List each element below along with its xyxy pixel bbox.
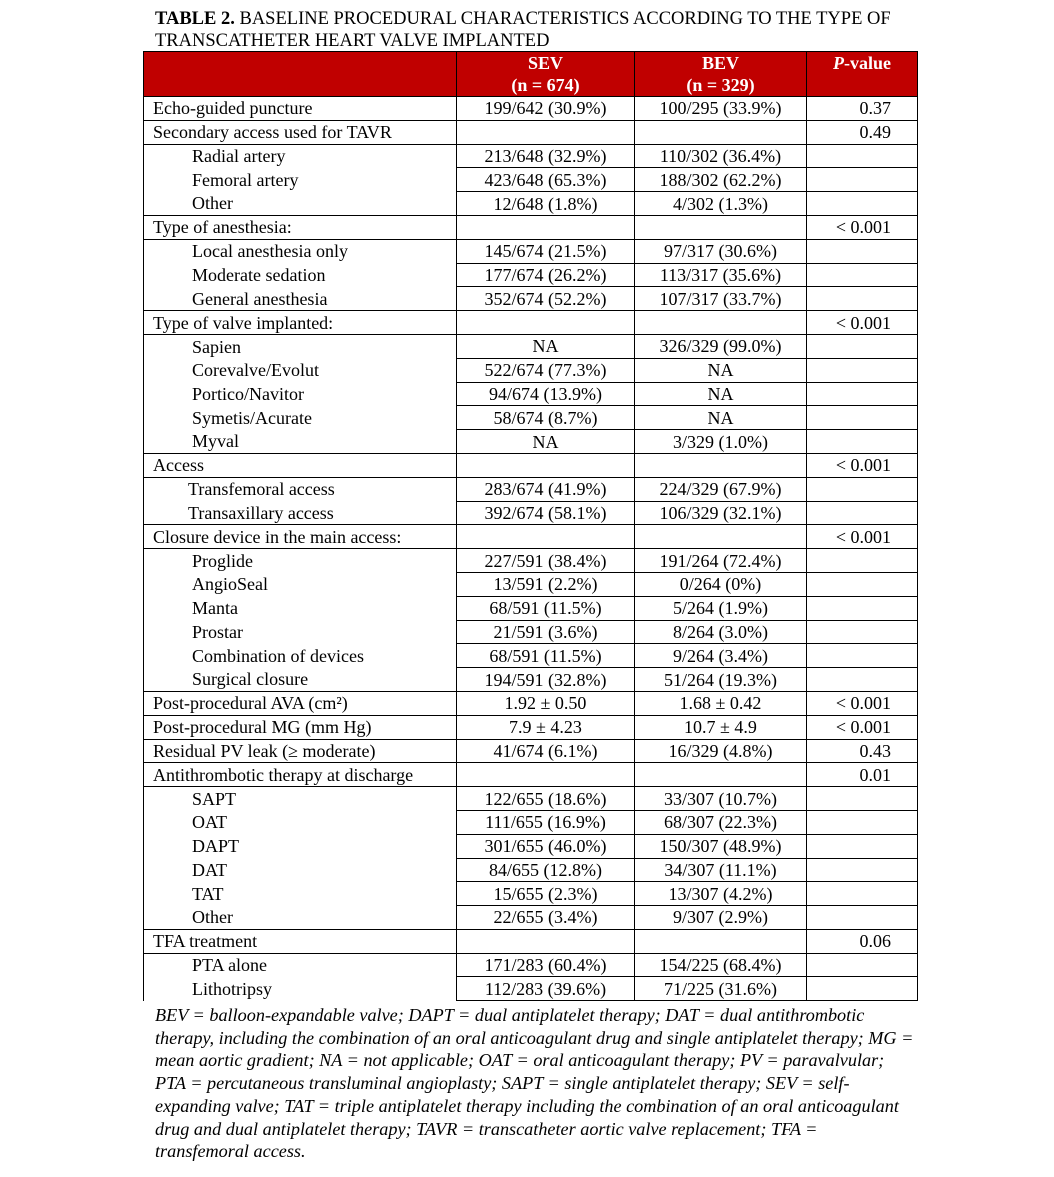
header-sev (457, 52, 635, 97)
bev-value: 0/264 (0%) (635, 572, 807, 596)
row-label: TAT (144, 882, 457, 906)
p-value (807, 977, 918, 1001)
row-label: Lithotripsy (144, 977, 457, 1001)
bev-value: 9/307 (2.9%) (635, 906, 807, 930)
bev-value (635, 525, 807, 549)
table-caption (155, 8, 915, 52)
bev-value: 154/225 (68.4%) (635, 953, 807, 977)
row-label: Closure device in the main access: (144, 525, 457, 549)
p-value (807, 477, 918, 501)
row-label: Corevalve/Evolut (144, 358, 457, 382)
p-value (807, 406, 918, 430)
p-value (807, 620, 918, 644)
table-row (144, 691, 918, 715)
sev-value: 112/283 (39.6%) (457, 977, 635, 1001)
bev-value (635, 763, 807, 787)
row-label: Echo-guided puncture (144, 97, 457, 121)
table-row (144, 263, 918, 287)
table-row (144, 858, 918, 882)
bev-value: 150/307 (48.9%) (635, 834, 807, 858)
p-value (807, 572, 918, 596)
p-value (807, 382, 918, 406)
header-sev-n: (n = 674) (511, 75, 580, 95)
sev-value: 22/655 (3.4%) (457, 906, 635, 930)
table-row (144, 929, 918, 953)
table-row (144, 144, 918, 168)
table-body (144, 97, 918, 1001)
bev-value: 16/329 (4.8%) (635, 739, 807, 763)
p-value (807, 882, 918, 906)
p-value (807, 644, 918, 668)
row-label: Symetis/Acurate (144, 406, 457, 430)
p-value: < 0.001 (807, 311, 918, 335)
p-value: 0.06 (807, 929, 918, 953)
table-row (144, 739, 918, 763)
sev-value: 111/655 (16.9%) (457, 810, 635, 834)
table-row (144, 834, 918, 858)
p-value: < 0.001 (807, 715, 918, 739)
p-value (807, 953, 918, 977)
bev-value: 13/307 (4.2%) (635, 882, 807, 906)
p-value: < 0.001 (807, 215, 918, 239)
sev-value: 15/655 (2.3%) (457, 882, 635, 906)
caption-text: BASELINE PROCEDURAL CHARACTERISTICS ACCORDING TO THE TYPE OF TRANSCATHETER HEART VALVE IMPLANTED (155, 9, 891, 51)
bev-value: 8/264 (3.0%) (635, 620, 807, 644)
row-label: Proglide (144, 549, 457, 573)
p-value (807, 596, 918, 620)
table-row (144, 453, 918, 477)
table-row (144, 549, 918, 573)
sev-value: 145/674 (21.5%) (457, 239, 635, 263)
bev-value: 106/329 (32.1%) (635, 501, 807, 525)
sev-value (457, 215, 635, 239)
row-label: Other (144, 192, 457, 216)
table-row (144, 572, 918, 596)
p-value (807, 263, 918, 287)
header-sev-name: SEV (527, 53, 563, 73)
p-value (807, 144, 918, 168)
p-value: 0.37 (807, 97, 918, 121)
table-row (144, 882, 918, 906)
table-row (144, 406, 918, 430)
header-characteristic (144, 52, 457, 97)
row-label: DAPT (144, 834, 457, 858)
bev-value: 110/302 (36.4%) (635, 144, 807, 168)
bev-value (635, 120, 807, 144)
table-row (144, 787, 918, 811)
sev-value: 171/283 (60.4%) (457, 953, 635, 977)
sev-value: 21/591 (3.6%) (457, 620, 635, 644)
p-value (807, 358, 918, 382)
p-value (807, 287, 918, 311)
table-row (144, 120, 918, 144)
row-label: Local anesthesia only (144, 239, 457, 263)
bev-value: 68/307 (22.3%) (635, 810, 807, 834)
table-row (144, 620, 918, 644)
characteristics-table (143, 51, 918, 1001)
row-label: Moderate sedation (144, 263, 457, 287)
p-value (807, 549, 918, 573)
header-p-value (807, 52, 918, 97)
row-label: Type of anesthesia: (144, 215, 457, 239)
sev-value: 1.92 ± 0.50 (457, 691, 635, 715)
row-label: AngioSeal (144, 572, 457, 596)
row-label: Secondary access used for TAVR (144, 120, 457, 144)
row-label: TFA treatment (144, 929, 457, 953)
table-row (144, 192, 918, 216)
row-label: Radial artery (144, 144, 457, 168)
table-footnote: BEV = balloon-expandable valve; DAPT = dual antiplatelet therapy; DAT = dual antithrombotic therapy, including the combination of an oral anticoagulant drug and single antiplatelet therapy; MG = mean aortic gradient; NA = not applicable; OAT = oral anticoagulant therapy; PV = paravalvular; PTA = percutaneous transluminal angioplasty; SAPT = single antiplatelet therapy; SEV = self-expanding valve; TAT = triple antiplatelet therapy including the combination of an oral anticoagulant drug and dual antiplatelet therapy; TAVR = transcatheter aortic valve replacement; TFA = transfemoral access. (155, 1005, 914, 1162)
p-value (807, 430, 918, 454)
table-row (144, 382, 918, 406)
row-label: Surgical closure (144, 668, 457, 692)
p-value: 0.43 (807, 739, 918, 763)
table-row (144, 596, 918, 620)
row-label: OAT (144, 810, 457, 834)
sev-value: 522/674 (77.3%) (457, 358, 635, 382)
bev-value: 113/317 (35.6%) (635, 263, 807, 287)
row-label: Antithrombotic therapy at discharge (144, 763, 457, 787)
sev-value: 84/655 (12.8%) (457, 858, 635, 882)
p-value: < 0.001 (807, 691, 918, 715)
row-label: SAPT (144, 787, 457, 811)
table-row (144, 477, 918, 501)
bev-value: NA (635, 358, 807, 382)
sev-value: 199/642 (30.9%) (457, 97, 635, 121)
sev-value: 122/655 (18.6%) (457, 787, 635, 811)
row-label: Sapien (144, 334, 457, 358)
table-row (144, 358, 918, 382)
row-label: Combination of devices (144, 644, 457, 668)
p-value (807, 787, 918, 811)
bev-value: 34/307 (11.1%) (635, 858, 807, 882)
sev-value: 68/591 (11.5%) (457, 596, 635, 620)
sev-value: 94/674 (13.9%) (457, 382, 635, 406)
sev-value: 177/674 (26.2%) (457, 263, 635, 287)
row-label: Other (144, 906, 457, 930)
p-value (807, 834, 918, 858)
bev-value: 3/329 (1.0%) (635, 430, 807, 454)
table-row (144, 168, 918, 192)
bev-value (635, 311, 807, 335)
table-row (144, 644, 918, 668)
table-row (144, 97, 918, 121)
table-row (144, 763, 918, 787)
bev-value: 326/329 (99.0%) (635, 334, 807, 358)
bev-value: 4/302 (1.3%) (635, 192, 807, 216)
p-value (807, 192, 918, 216)
header-bev-n: (n = 329) (686, 75, 755, 95)
bev-value: 97/317 (30.6%) (635, 239, 807, 263)
row-label: Residual PV leak (≥ moderate) (144, 739, 457, 763)
p-value (807, 239, 918, 263)
p-value (807, 810, 918, 834)
table-row (144, 311, 918, 335)
table-row (144, 977, 918, 1001)
row-label: Prostar (144, 620, 457, 644)
bev-value: 33/307 (10.7%) (635, 787, 807, 811)
sev-value: 352/674 (52.2%) (457, 287, 635, 311)
sev-value: 227/591 (38.4%) (457, 549, 635, 573)
bev-value (635, 929, 807, 953)
p-value: < 0.001 (807, 525, 918, 549)
sev-value: 13/591 (2.2%) (457, 572, 635, 596)
sev-value: 58/674 (8.7%) (457, 406, 635, 430)
header-bev-name: BEV (701, 53, 739, 73)
sev-value: NA (457, 430, 635, 454)
table-row (144, 287, 918, 311)
header-p-rest: -value (844, 53, 891, 73)
bev-value: 100/295 (33.9%) (635, 97, 807, 121)
sev-value: 7.9 ± 4.23 (457, 715, 635, 739)
header-p-italic: P (833, 53, 844, 73)
row-label: Post-procedural MG (mm Hg) (144, 715, 457, 739)
bev-value: NA (635, 382, 807, 406)
p-value: < 0.001 (807, 453, 918, 477)
row-label: PTA alone (144, 953, 457, 977)
table-row (144, 906, 918, 930)
sev-value: 301/655 (46.0%) (457, 834, 635, 858)
sev-value (457, 120, 635, 144)
table-row (144, 525, 918, 549)
row-label: Transaxillary access (144, 501, 457, 525)
row-label: Portico/Navitor (144, 382, 457, 406)
row-label: DAT (144, 858, 457, 882)
bev-value (635, 215, 807, 239)
table-row (144, 239, 918, 263)
row-label: General anesthesia (144, 287, 457, 311)
p-value: 0.01 (807, 763, 918, 787)
table-row (144, 953, 918, 977)
bev-value: 1.68 ± 0.42 (635, 691, 807, 715)
sev-value: 68/591 (11.5%) (457, 644, 635, 668)
table-row (144, 215, 918, 239)
sev-value: 423/648 (65.3%) (457, 168, 635, 192)
table-row (144, 715, 918, 739)
bev-value: 71/225 (31.6%) (635, 977, 807, 1001)
table-row (144, 430, 918, 454)
header-bev (635, 52, 807, 97)
table-row (144, 501, 918, 525)
table-row (144, 810, 918, 834)
row-label: Post-procedural AVA (cm²) (144, 691, 457, 715)
row-label: Transfemoral access (144, 477, 457, 501)
row-label: Access (144, 453, 457, 477)
row-label: Manta (144, 596, 457, 620)
table-header-row (144, 52, 918, 97)
sev-value: 213/648 (32.9%) (457, 144, 635, 168)
bev-value: 188/302 (62.2%) (635, 168, 807, 192)
row-label: Type of valve implanted: (144, 311, 457, 335)
bev-value: 224/329 (67.9%) (635, 477, 807, 501)
bev-value: 5/264 (1.9%) (635, 596, 807, 620)
bev-value: 107/317 (33.7%) (635, 287, 807, 311)
bev-value: 10.7 ± 4.9 (635, 715, 807, 739)
table-row (144, 668, 918, 692)
row-label: Femoral artery (144, 168, 457, 192)
sev-value: 283/674 (41.9%) (457, 477, 635, 501)
p-value (807, 906, 918, 930)
sev-value (457, 929, 635, 953)
sev-value (457, 311, 635, 335)
sev-value: NA (457, 334, 635, 358)
bev-value: 9/264 (3.4%) (635, 644, 807, 668)
sev-value: 41/674 (6.1%) (457, 739, 635, 763)
bev-value: 51/264 (19.3%) (635, 668, 807, 692)
sev-value: 194/591 (32.8%) (457, 668, 635, 692)
sev-value: 392/674 (58.1%) (457, 501, 635, 525)
bev-value (635, 453, 807, 477)
p-value (807, 168, 918, 192)
sev-value (457, 453, 635, 477)
p-value (807, 668, 918, 692)
p-value: 0.49 (807, 120, 918, 144)
p-value (807, 858, 918, 882)
sev-value (457, 525, 635, 549)
sev-value: 12/648 (1.8%) (457, 192, 635, 216)
p-value (807, 501, 918, 525)
table-row (144, 334, 918, 358)
caption-lead: TABLE 2. (155, 9, 235, 29)
bev-value: 191/264 (72.4%) (635, 549, 807, 573)
p-value (807, 334, 918, 358)
row-label: Myval (144, 430, 457, 454)
bev-value: NA (635, 406, 807, 430)
sev-value (457, 763, 635, 787)
